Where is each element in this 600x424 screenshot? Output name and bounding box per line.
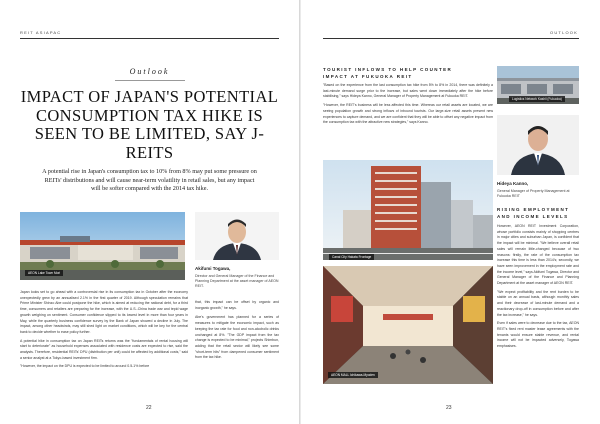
body-paragraph: "However, the REIT's business will be less affected this time. Whereas our retail assets are located, we are seeing population growth and strong inflows of inbound tourists. Our large-size retail assets present new experiences to capture demand, and we are confident that they will be able to offset any negative impact from the consumption tax with the attractive new strategies," says Kanno. (323, 103, 493, 125)
subheading-tourist-inflows: TOURIST INFLOWS TO HELP COUNTER IMPACT AT FUKUOKA REIT (323, 67, 453, 79)
body-column-1 (20, 290, 188, 370)
body-paragraph: that, this impact can be offset by organic and inorganic growth," he says. (195, 300, 279, 310)
body-paragraph: Japan looks set to go ahead with a controversial rise in its consumption tax in October after the economy unexpectedly grew by an annualised 2.1% in the first quarter of 2019. Although speculation remains that Prime Minister Shinzo Abe could postpone the hike, which is aimed at reducing the national debt, for a third time, consumers and retailers are preparing for the increase, with the U.S.-China trade war and tepid wage growth weighing on sentiment. Consumer confidence slipped to its lowest level in more than four years in May, while the quarterly business confidence survey by the Bank of Japan showed a decline in July. The impact, among other headwinds, may still shed light on market conditions, which will be key for the central bank to decide whether to ease policy further. (20, 290, 188, 334)
body-paragraph: Abe's government has planned for a series of measures to mitigate the economic impact, such as keeping the tax rate for food and non-alcoholic drinks unchanged at 8%. "The GDP impact from the tax change is expected to be minimal," projects Shimbun, adding that the retail sector will likely see some "short-term hits" from dampened consumer sentiment from the tax hike. (195, 315, 279, 360)
running-header-left: REIT ASIAPAC (20, 30, 62, 35)
mall-interior-photo (323, 266, 493, 384)
header-rule (20, 38, 279, 39)
building-illustration (323, 160, 493, 260)
page-number: 23 (446, 405, 452, 411)
person-name: Hideya Kanno, (497, 181, 529, 186)
body-paragraph: "We expect profitability and the rent burden to be stable on an annual basis, although monthly sales and their decrease of last-minute demand and a reactionary drop-off in consumption before and after the tax increase," he says. (497, 289, 579, 317)
body-paragraph: A potential hike in consumption tax on Japan REITs returns was the "fundamentals of rental housing will start to deteriorate" as household expenses associated with residence costs are expected to rise, said the analysts. Therefore, residential REITs' DPU (distribution per unit) could be affected by additional costs," said a senior analyst at a Tokyo-based investment firm. (20, 338, 188, 360)
person-role: General Manager of Property Management at Fukuoka REIT (497, 189, 570, 199)
left-page (0, 0, 299, 424)
togawa-portrait (195, 212, 279, 260)
portrait-illustration (497, 115, 579, 175)
body-paragraph: "Based on the experience from the last consumption tax hike from 5% to 8% in 2014, there was definitely a last-minute demand surge prior to the increase, but sales went down immediately after the hike before stabilising," says Hideya Kanno, General Manager of Property Management at Fukuoka REIT. (323, 83, 493, 99)
logistics-photo (497, 66, 579, 104)
photo-caption: Logistics Network Kashii (Fukuoka) (509, 96, 565, 102)
right-column-text (497, 224, 579, 350)
kanno-portrait (497, 115, 579, 175)
person-role: Director and General Manager of the Finance and Planning Department at the asset manager of AEON REIT. (195, 274, 279, 289)
mall-exterior-photo (20, 212, 185, 280)
article-headline: IMPACT OF JAPAN'S POTENTIAL CONSUMPTION TAX HIKE IS SEEN TO BE LIMITED, SAY J-REITS (20, 87, 279, 162)
body-paragraph: "However, the impact on the DPU is expected to be limited to around 0.5-1% before (20, 364, 150, 369)
subheading-rising-employment: RISING EMPLOYMENT AND INCOME LEVELS (497, 207, 570, 219)
section-divider (115, 80, 185, 81)
photo-caption: AEON MALL Ichikawa-Myoden (328, 372, 378, 378)
building-photo (323, 160, 493, 260)
portrait-illustration (195, 212, 279, 260)
section-label: Outlook (129, 67, 170, 76)
running-header-right: OUTLOOK (550, 30, 578, 35)
body-column-2 (195, 300, 279, 361)
page-number: 22 (146, 405, 152, 411)
right-page (301, 0, 600, 424)
photo-caption: AEON Lake Town Mori (25, 270, 63, 276)
body-paragraph: However, AEON REIT Investment Corporation, whose portfolio consists mainly of shopping centres in major cities and suburban Japan, is confident that the impact will be minimal. "We believe overall retail sales will remain little-changed because of two reasons: firstly, the rate of the consumption tax increase this time is less than 2014's; secondly, we have seen improvement in the employment rate and the income level," says Akifumi Togawa, Director and General Manager of the Finance and Planning Department at the asset manager of AEON REIT. (497, 224, 579, 286)
right-top-text (323, 83, 493, 126)
body-paragraph: Even if sales were to decrease due to the tax, AEON REIT's fixed rent master lease agreements with the tenants would ensure stable revenue, and rental income will not be impacted adversely, Togawa emphasises. (497, 321, 579, 349)
article-deck: A potential rise in Japan's consumption tax to 10% from 8% may put some pressure on REITs' distributions and will cause near-term volatility in retail sales, but any impact will be softer compared with the 2014 tax hike. (42, 168, 257, 193)
mall-interior-illustration (323, 266, 493, 384)
photo-caption: Canal City Hakata Frontage (329, 254, 374, 260)
header-rule (323, 38, 579, 39)
person-name: Akifumi Togawa, (195, 266, 231, 271)
